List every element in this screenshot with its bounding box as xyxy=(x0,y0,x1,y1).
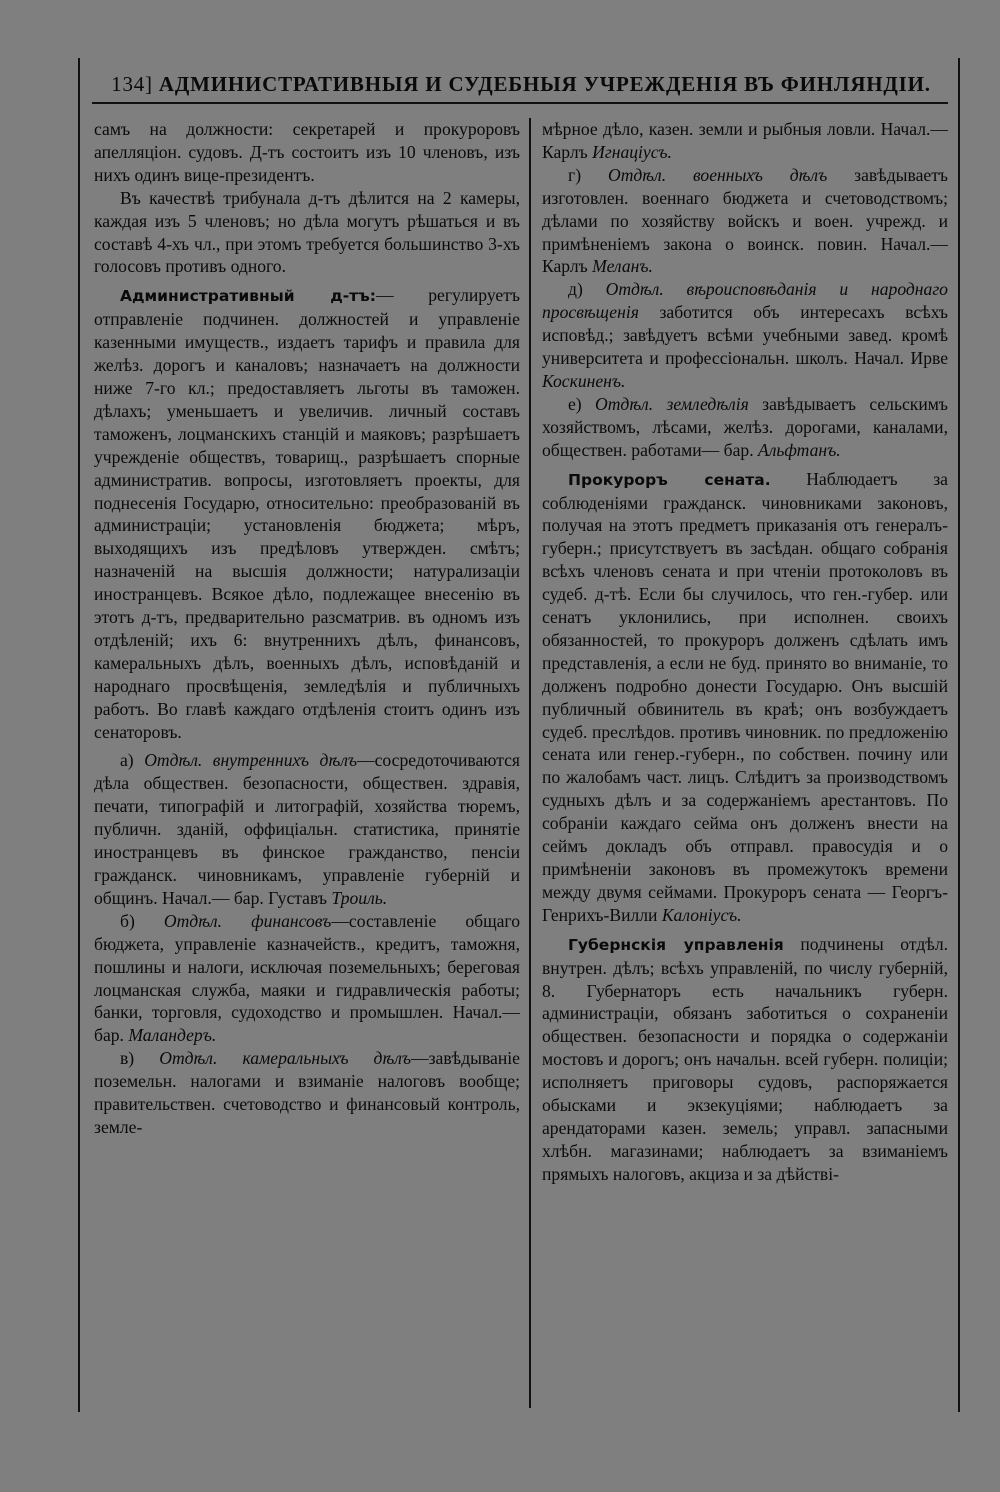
paragraph xyxy=(542,468,948,927)
italic-text: Отдѣл. вѣроисповѣданія и народнаго просвѣщенія xyxy=(542,279,948,323)
page-title: АДМИНИСТРАТИВНЫЯ И СУДЕБНЫЯ УЧРЕЖДЕНІЯ ВЪ ФИНЛЯНДІИ. xyxy=(158,72,931,96)
italic-text: Отдѣл. камеральныхъ дѣлъ xyxy=(159,1048,411,1069)
body-text: —завѣдываніе поземельн. налогами и взиманіе налоговъ вообще; правительствен. счетоводство и финансовый контроль, земле- xyxy=(94,1048,520,1137)
italic-text: Маландеръ. xyxy=(128,1025,217,1046)
body-text: заботится объ интересахъ всѣхъ исповѣд.; завѣдуетъ всѣми учебными завед. кромѣ университета и профессіональн. школъ. Начал. Ирве xyxy=(542,302,948,369)
paragraph xyxy=(542,393,948,462)
paragraph xyxy=(542,118,948,164)
column-divider xyxy=(529,118,531,1408)
paragraph xyxy=(94,187,520,279)
body-text: мѣрное дѣло, казен. земли и рыбныя ловли. Начал.—Карлъ xyxy=(542,119,948,162)
paragraph xyxy=(94,910,520,1047)
paragraph xyxy=(94,118,520,187)
italic-text: Отдѣл. земледѣлія xyxy=(595,393,749,414)
body-text: завѣдываетъ изготовлен. военнаго бюджета и счетоводствомъ; дѣлами по хозяйству войскъ и воен. учрежд. и примѣненіемъ закона о воинск. повин. Начал.—Карлъ xyxy=(542,164,948,277)
body-text: в) xyxy=(120,1048,160,1069)
running-header xyxy=(90,72,952,97)
section-heading: Административный д-тъ: xyxy=(120,287,376,306)
italic-text: Альфтанъ. xyxy=(758,439,841,460)
paragraph xyxy=(542,278,948,393)
body-text: г) xyxy=(568,164,608,185)
body-text: —составленіе общаго бюджета, управленіе казначейств., кредитъ, таможня, пошлины и налоги, исключая поземельныхъ; береговая лоцманская служба, маяки и гидравлическія работы; банки, торговля, судоходство и промышлен. Начал.—бар. xyxy=(94,910,521,1046)
italic-text: Меланъ. xyxy=(592,256,653,277)
body-text: Наблюдаетъ за соблюденіями гражданск. чиновниками законовъ, получая на этотъ предметъ приказанія отъ генералъ-губерн.; присутствуетъ въ засѣдан. общаго собранія всѣхъ членовъ сената и при чтеніи протоколовъ въ судеб. д-тѣ. Если бы случилось, что ген.-губер. или сенатъ уклонились, при исполнен. своихъ обязанностей, то прокуроръ долженъ сдѣлать имъ представленія, а если не буд. принято во вниманіе, то долженъ подробно донести Государю. Онъ высшій публичный обвинитель въ краѣ; онъ возбуждаетъ судеб. преслѣдов. противъ чиновник. по предложенію сената или генер.-губерн., по собствен. почину или по жалобамъ част. лицъ. Слѣдитъ за производствомъ судныхъ дѣлъ и за содержаніемъ арестантовъ. По собраніи каждаго сейма онъ долженъ внести на сеймъ докладъ объ отправл. правосудія и о примѣненіи законовъ въ промежутокъ времени между двумя сеймами. Прокуроръ сената — Георгъ-Генрихъ-Вилли xyxy=(542,468,948,925)
paragraph xyxy=(94,749,520,909)
page-number: 134] xyxy=(111,72,153,96)
body-text: —сосредоточиваются дѣла обществен. безопасности, обществен. здравія, печати, типографій и литографій, хозяйства тюремъ, публичн. зданій, оффиціальн. статистика, принятіе иностранцевъ въ финское гражданство, пенсіи гражданск. чиновникамъ, управленіе губерній и общинъ. Начал.— бар. Густавъ xyxy=(94,750,520,908)
body-text: е) xyxy=(568,393,596,414)
italic-text: Отдѣл. внутреннихъ дѣлъ xyxy=(144,750,357,771)
section-heading: Губернскія управленія xyxy=(568,935,784,954)
body-text: а) xyxy=(120,750,145,771)
paragraph xyxy=(542,933,948,1186)
italic-text: Отдѣл. финансовъ xyxy=(163,910,332,931)
italic-text: Игнаціусъ. xyxy=(592,141,672,162)
body-text: подчинены отдѣл. внутрен. дѣлъ; всѣхъ управленій, по числу губерній, 8. Губернаторъ есть начальникъ губерн. администраціи, обязанъ заботиться о сохраненіи обществен. безопасности и порядка о содержаніи мостовъ и дорогъ; онъ начальн. всей губерн. полиціи; исполняетъ приговоры судовъ, распоряжается обысками и экзекуціями; наблюдаетъ за арендаторами казен. земель; управл. запасными хлѣбн. магазинами; наблюдаетъ за взиманіемъ прямыхъ налоговъ, акциза и за дѣйстві- xyxy=(542,933,948,1184)
paragraph xyxy=(94,1047,520,1139)
italic-text: Калоніусъ. xyxy=(661,904,742,925)
section-heading: Прокуроръ сената. xyxy=(568,470,771,489)
body-text: самъ на должности: секретарей и прокуроровъ апелляціон. судовъ. Д-тъ состоитъ изъ 10 членовъ, изъ нихъ одинъ вице-президентъ. xyxy=(94,119,520,185)
italic-text: Троиль. xyxy=(331,887,388,908)
body-text: — регулируетъ отправленіе подчинен. должностей и управленіе казенными имуществ., издаетъ тарифъ и правила для желѣз. дорогъ и каналовъ; назначаетъ на должности ниже 7-го кл.; предоставляетъ льготы въ таможен. дѣлахъ; уменьшаетъ и увеличив. личный составъ таможенъ, лоцманскихъ станцій и маяковъ; разрѣшаетъ учрежденіе обществъ, товарищ., разрѣшаетъ спорные административ. вопросы, изготовляетъ проекты, для поднесенія Государю, относительно: преобразованій въ администраціи; установленія бюджета; мѣръ, выходящихъ изъ предѣловъ утвержден. смѣтъ; назначеній на высшія должности; натурализаціи иностранцевъ. Всякое дѣло, подлежащее внесенію въ этотъ д-тъ, предварительно разсматрив. въ одномъ изъ отдѣленій; ихъ 6: внутреннихъ дѣлъ, финансовъ, камеральныхъ дѣлъ, военныхъ дѣлъ, исповѣданій и народнаго просвѣщенія, земледѣлія и публичныхъ работъ. Во главѣ каждаго отдѣленія стоитъ одинъ изъ сенаторовъ. xyxy=(94,285,520,742)
left-column xyxy=(94,118,520,1139)
body-text: б) xyxy=(120,910,164,931)
body-text: завѣдываетъ сельскимъ хозяйствомъ, лѣсами, желѣз. дорогами, каналами, обществен. работами— бар. xyxy=(542,393,948,460)
book-page xyxy=(78,58,960,1412)
italic-text: Отдѣл. военныхъ дѣлъ xyxy=(607,164,828,185)
paragraph xyxy=(542,164,948,279)
body-text: Въ качествѣ трибунала д-тъ дѣлится на 2 камеры, каждая изъ 5 членовъ; но дѣла могутъ рѣшаться и въ составѣ 4-хъ чл., при этомъ требуется большинство 3-хъ голосовъ противъ одного. xyxy=(94,187,520,277)
italic-text: Коскиненъ. xyxy=(542,370,626,391)
paragraph xyxy=(94,284,520,743)
header-rule xyxy=(92,102,948,106)
body-text: д) xyxy=(568,279,606,300)
right-column xyxy=(542,118,948,1186)
